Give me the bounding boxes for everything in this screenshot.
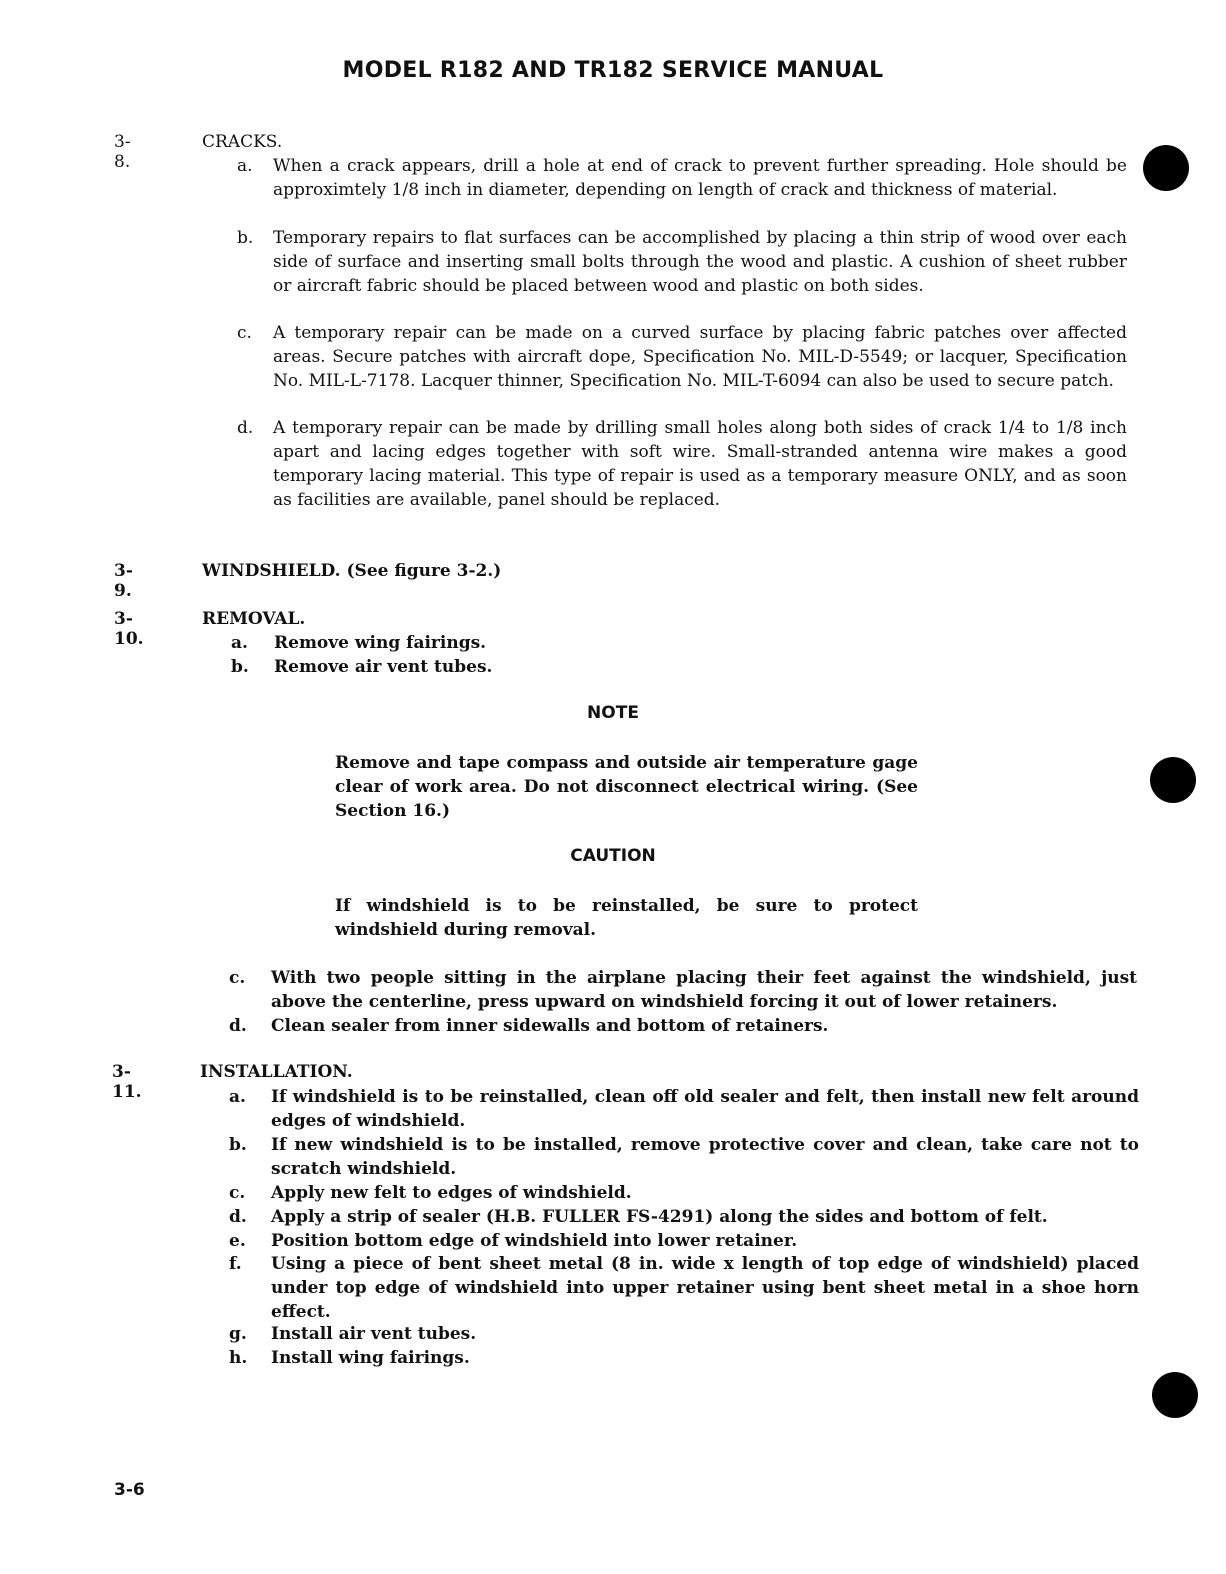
item-letter: d. xyxy=(229,1207,247,1227)
section-title: REMOVAL. xyxy=(202,609,306,629)
item-letter: d. xyxy=(237,418,254,438)
item-text: When a crack appears, drill a hole at end of crack to prevent further spreading. Hole should be approximtely 1/8 inch in diameter, depending on length of crack and thickness of material. xyxy=(273,156,1127,200)
item-text: Temporary repairs to flat surfaces can be accomplished by placing a thin strip of wood over each side of surface and inserting small bolts through the wood and plastic. A cushion of sheet rubber or aircraft fabric should be placed between wood and plastic on both sides. xyxy=(273,228,1127,296)
item-text: Clean sealer from inner sidewalls and bottom of retainers. xyxy=(271,1016,829,1036)
section-title: WINDSHIELD. (See figure 3-2.) xyxy=(202,561,502,581)
item-letter: f. xyxy=(229,1254,242,1274)
item-text: A temporary repair can be made by drilling small holes along both sides of crack 1/4 to 1/8 inch apart and lacing edges together with soft wire. Small-stranded antenna wire makes a good temporary lacing material. This type of repair is used as a temporary measure ONLY, and as soon as facilities are available, panel should be replaced. xyxy=(273,418,1127,510)
item-text: Install wing fairings. xyxy=(271,1348,470,1368)
section-number: 3-9. xyxy=(114,561,133,601)
item-text: If new windshield is to be installed, remove protective cover and clean, take care not to scratch windshield. xyxy=(271,1135,1139,1179)
revision-dot-icon xyxy=(1152,1372,1198,1418)
item-letter: b. xyxy=(231,657,249,677)
note-text: Remove and tape compass and outside air temperature gage clear of work area. Do not disconnect electrical wiring. (See Section 16.) xyxy=(335,753,918,821)
section-title: INSTALLATION. xyxy=(200,1062,353,1082)
item-letter: g. xyxy=(229,1324,247,1344)
item-text: Remove wing fairings. xyxy=(274,633,487,653)
section-number: 3-8. xyxy=(114,132,131,172)
item-letter: h. xyxy=(229,1348,248,1368)
item-letter: c. xyxy=(229,1183,246,1203)
item-text: Install air vent tubes. xyxy=(271,1324,477,1344)
revision-dot-icon xyxy=(1150,757,1196,803)
caution-heading: CAUTION xyxy=(570,846,656,866)
page-number: 3-6 xyxy=(114,1480,145,1500)
section-number: 3-10. xyxy=(114,609,144,649)
item-text: Position bottom edge of windshield into lower retainer. xyxy=(271,1231,798,1251)
item-letter: a. xyxy=(237,156,253,176)
item-text: Using a piece of bent sheet metal (8 in. wide x length of top edge of windshield) placed under top edge of windshield into upper retainer using bent sheet metal in a shoe horn effect. xyxy=(271,1254,1139,1322)
item-text: Remove air vent tubes. xyxy=(274,657,493,677)
item-letter: e. xyxy=(229,1231,246,1251)
item-text: With two people sitting in the airplane placing their feet against the windshield, just above the centerline, press upward on windshield forcing it out of lower retainers. xyxy=(271,968,1137,1012)
item-letter: c. xyxy=(229,968,246,988)
caution-text: If windshield is to be reinstalled, be sure to protect windshield during removal. xyxy=(335,896,918,940)
item-text: If windshield is to be reinstalled, clean off old sealer and felt, then install new felt around edges of windshield. xyxy=(271,1087,1139,1131)
item-letter: b. xyxy=(229,1135,247,1155)
revision-dot-icon xyxy=(1143,145,1189,191)
item-letter: a. xyxy=(229,1087,246,1107)
item-letter: d. xyxy=(229,1016,247,1036)
note-heading: NOTE xyxy=(587,703,639,723)
item-letter: a. xyxy=(231,633,248,653)
item-text: A temporary repair can be made on a curved surface by placing fabric patches over affected areas. Secure patches with aircraft dope, Specification No. MIL-D-5549; or lacquer, Specification No. MIL-L-7178. Lacquer thinner, Specification No. MIL-T-6094 can also be used to secure patch. xyxy=(273,323,1127,391)
item-letter: b. xyxy=(237,228,254,248)
item-text: Apply a strip of sealer (H.B. FULLER FS-4291) along the sides and bottom of felt. xyxy=(271,1207,1048,1227)
page-title: MODEL R182 AND TR182 SERVICE MANUAL xyxy=(342,58,884,83)
section-title: CRACKS. xyxy=(202,132,283,152)
item-letter: c. xyxy=(237,323,252,343)
section-number: 3-11. xyxy=(112,1062,142,1102)
item-text: Apply new felt to edges of windshield. xyxy=(271,1183,632,1203)
